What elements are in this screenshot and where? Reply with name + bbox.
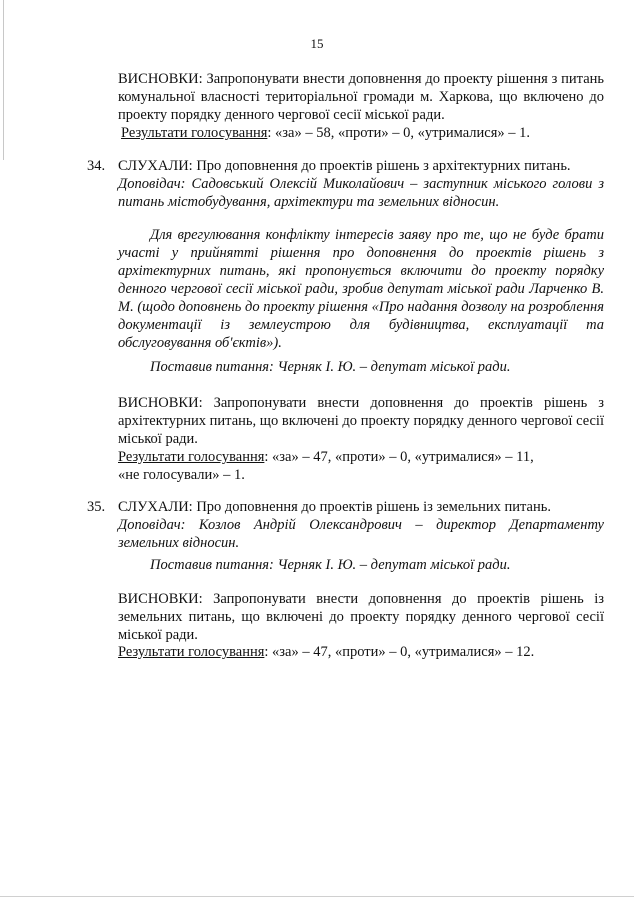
item-number-35: 35. [87, 499, 106, 515]
conclusions-text: Запропонувати внести доповнення до проектів рішень із земельних питань, що включені до проекту порядку денного чергової сесії міської ради. [118, 591, 605, 643]
voting-results-1 [121, 124, 607, 142]
speaker-34: Доповідач: Садовський Олексій Миколайович – заступник міського голови з питань містобудування, архітектури та земельних відносин. [118, 176, 604, 210]
conflict-of-interest-note-34: Для врегулювання конфлікту інтересів заяву про те, що не буде брати участі у прийнятті рішення про доповнення до проектів рішень з архітектурних питань, які пропонується включити до проекту порядку денного чергової сесії міської ради, зробив депутат міської ради Ларченко В. М. (щодо доповнень до проекту рішення «Про надання дозволу на розроблення документації із землеустрою для будівництва, експлуатації та обслуговування об'єктів»). [118, 227, 604, 351]
heard-label: СЛУХАЛИ: [118, 499, 193, 515]
conclusions-label: ВИСНОВКИ: [118, 395, 203, 411]
item-number-34: 34. [87, 158, 106, 174]
heard-line-34 [118, 157, 604, 175]
raised-by-35: Поставив питання: Черняк І. Ю. – депутат міської ради. [150, 557, 511, 573]
page-number: 15 [310, 36, 324, 51]
raised-by-34: Поставив питання: Черняк І. Ю. – депутат міської ради. [150, 359, 511, 375]
voting-results-abstain-text: «не голосували» – 1. [118, 467, 245, 483]
heard-text: Про доповнення до проектів рішень із земельних питань. [196, 499, 551, 515]
conclusions-label: ВИСНОВКИ: [118, 591, 203, 607]
conclusions-text: Запропонувати внести доповнення до проекту рішення з питань комунальної власності територіальної громади м. Харкова, що включено до проекту порядку денного чергової сесії міської ради. [118, 71, 604, 123]
voting-results-text: : «за» – 58, «проти» – 0, «утрималися» – 1. [267, 125, 531, 141]
conclusions-paragraph-34 [118, 394, 604, 448]
voting-results-label: Результати голосування [121, 125, 268, 141]
voting-results-35 [118, 643, 604, 661]
voting-results-34 [118, 448, 604, 484]
conclusions-paragraph-1 [118, 70, 604, 124]
voting-results-label: Результати голосування [118, 449, 265, 465]
heard-label: СЛУХАЛИ: [118, 158, 193, 174]
scan-margin-line [3, 0, 4, 160]
voting-results-text: : «за» – 47, «проти» – 0, «утрималися» – 12. [264, 644, 535, 660]
speaker-35: Доповідач: Козлов Андрій Олександрович – директор Департаменту земельних відносин. [118, 517, 604, 551]
heard-text: Про доповнення до проектів рішень з архітектурних питань. [196, 158, 571, 174]
voting-results-text: : «за» – 47, «проти» – 0, «утрималися» – 11, [264, 449, 534, 465]
conclusions-label: ВИСНОВКИ: [118, 71, 203, 87]
scan-bottom-line [0, 896, 634, 897]
conclusions-paragraph-35 [118, 590, 604, 644]
voting-results-label: Результати голосування [118, 644, 265, 660]
conclusions-text: Запропонувати внести доповнення до проектів рішень з архітектурних питань, що включені до проекту порядку денного чергової сесії міської ради. [118, 395, 604, 447]
heard-line-35 [118, 498, 604, 516]
